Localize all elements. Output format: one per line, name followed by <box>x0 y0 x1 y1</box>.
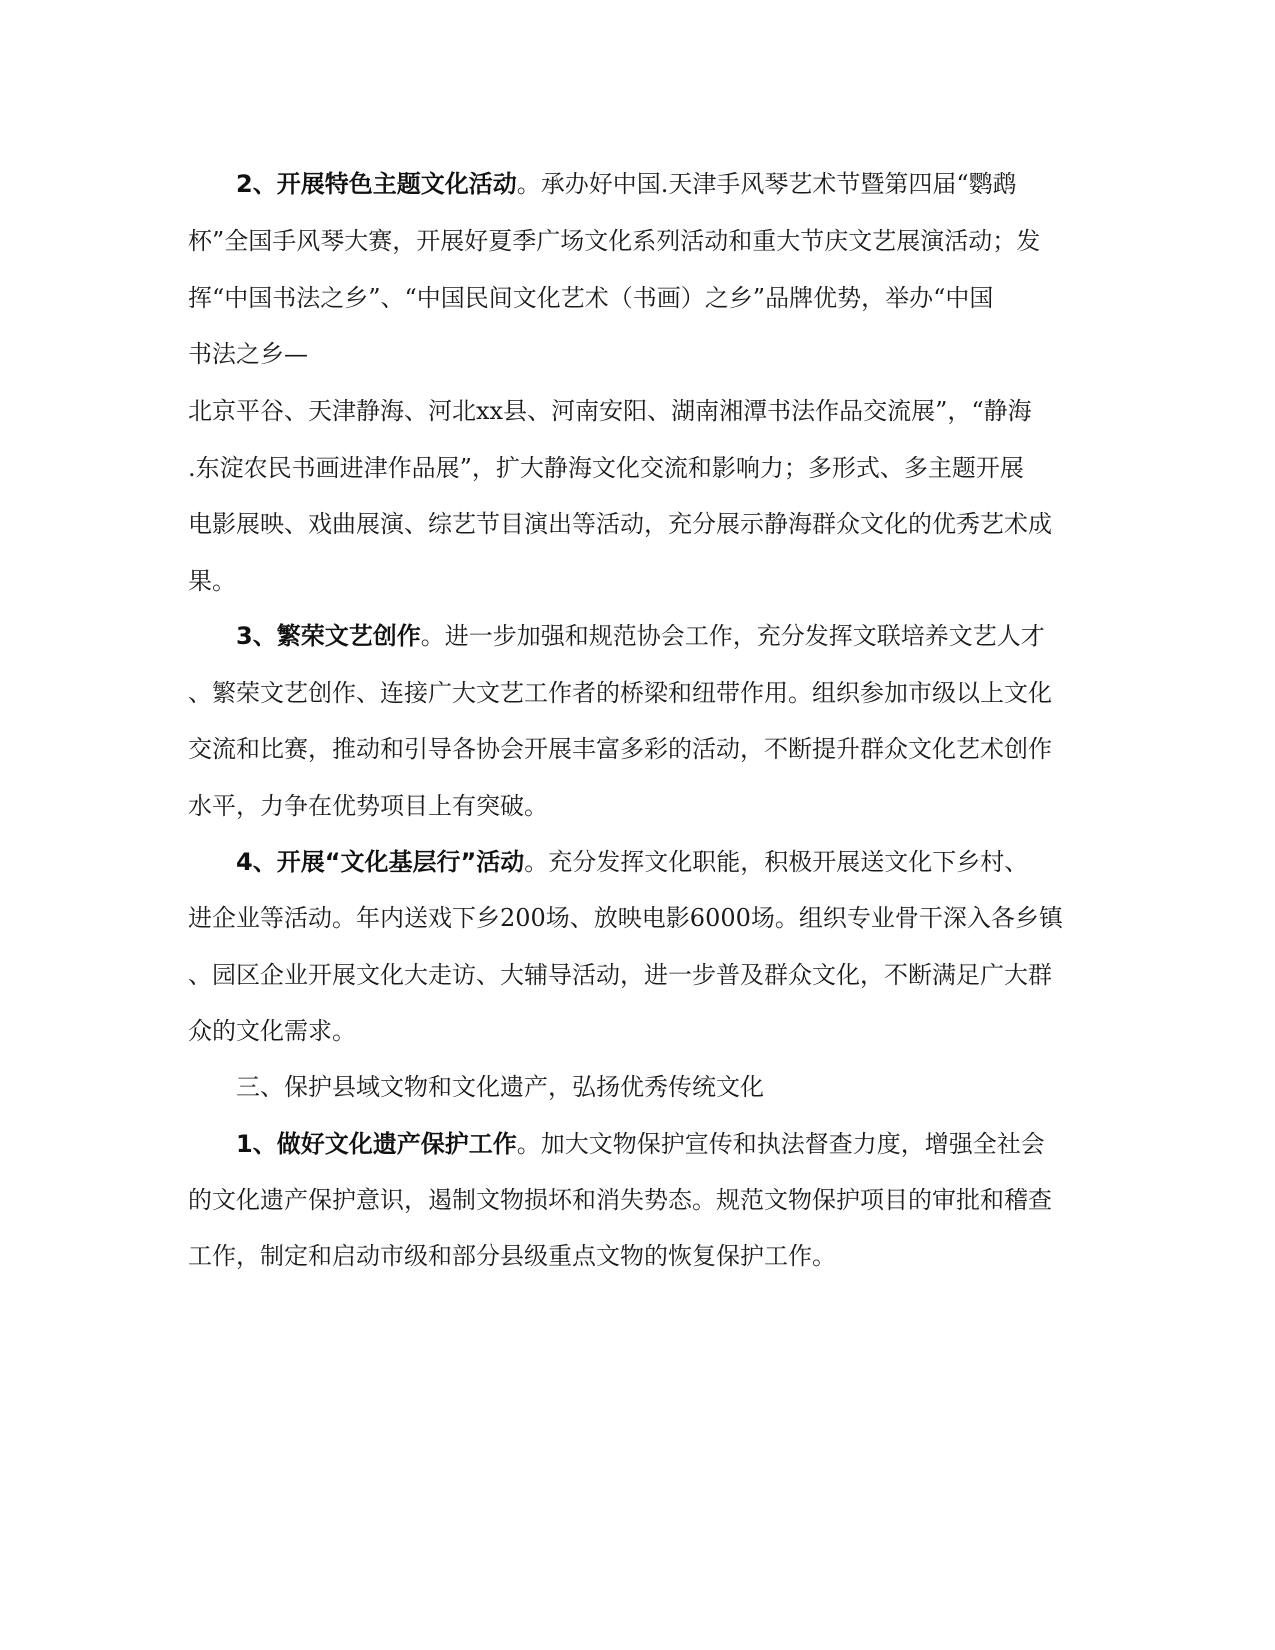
paragraph-3-line-3: 交流和比赛，推动和引导各协会开展丰富多彩的活动，不断提升群众文化艺术创作 <box>188 735 1052 763</box>
paragraph-2-line-5: 北京平谷、天津静海、河北xx县、河南安阳、湖南湘潭书法作品交流展”，“静海 <box>188 397 1032 425</box>
paragraph-2-line-2: 杯”全国手风琴大赛，开展好夏季广场文化系列活动和重大节庆文艺展演活动；发 <box>188 227 1041 255</box>
paragraph-1-text: 。加大文物保护宣传和执法督查力度，增强全社会 <box>516 1130 1045 1158</box>
paragraph-3-line-4: 水平，力争在优势项目上有突破。 <box>188 792 548 820</box>
paragraph-2-line-4: 书法之乡— <box>188 340 308 368</box>
paragraph-4-heading: 4、开展“文化基层行”活动 <box>236 848 525 876</box>
paragraph-3-text: 。进一步加强和规范协会工作，充分发挥文联培养文艺人才 <box>420 622 1045 650</box>
paragraph-4-line-4: 众的文化需求。 <box>188 1017 356 1045</box>
paragraph-1-line-3: 工作，制定和启动市级和部分县级重点文物的恢复保护工作。 <box>188 1242 836 1270</box>
paragraph-2-text: 。承办好中国.天津手风琴艺术节暨第四届“鹦鹉 <box>516 170 1017 198</box>
paragraph-1-line-2: 的文化遗产保护意识，遏制文物损坏和消失势态。规范文物保护项目的审批和稽查 <box>188 1186 1052 1214</box>
paragraph-3-line-2: 、繁荣文艺创作、连接广大文艺工作者的桥梁和纽带作用。组织参加市级以上文化 <box>188 679 1052 707</box>
section-3-title: 三、保护县域文物和文化遗产，弘扬优秀传统文化 <box>236 1073 764 1101</box>
paragraph-2-line-7: 电影展映、戏曲展演、综艺节目演出等活动，充分展示静海群众文化的优秀艺术成 <box>188 510 1052 538</box>
paragraph-3-heading: 3、繁荣文艺创作 <box>236 622 421 650</box>
paragraph-4-line-2: 进企业等活动。年内送戏下乡200场、放映电影6000场。组织专业骨干深入各乡镇 <box>188 904 1063 932</box>
paragraph-4-text: 。充分发挥文化职能，积极开展送文化下乡村、 <box>524 848 1029 876</box>
paragraph-2-line-8: 果。 <box>188 567 236 595</box>
paragraph-3-line-1 <box>236 620 1045 652</box>
paragraph-1-heading: 1、做好文化遗产保护工作 <box>236 1130 517 1158</box>
paragraph-4-line-3: 、园区企业开展文化大走访、大辅导活动，进一步普及群众文化，不断满足广大群 <box>188 961 1052 989</box>
paragraph-4-line-1 <box>236 846 1028 878</box>
paragraph-2-line-3: 挥“中国书法之乡”、“中国民间文化艺术（书画）之乡”品牌优势，举办“中国 <box>188 284 994 312</box>
paragraph-2-heading: 2、开展特色主题文化活动 <box>236 170 517 198</box>
paragraph-1-line-1 <box>236 1128 1045 1160</box>
paragraph-2-line-1 <box>236 168 1017 200</box>
paragraph-2-line-6: .东淀农民书画进津作品展”，扩大静海文化交流和影响力；多形式、多主题开展 <box>188 454 1024 482</box>
